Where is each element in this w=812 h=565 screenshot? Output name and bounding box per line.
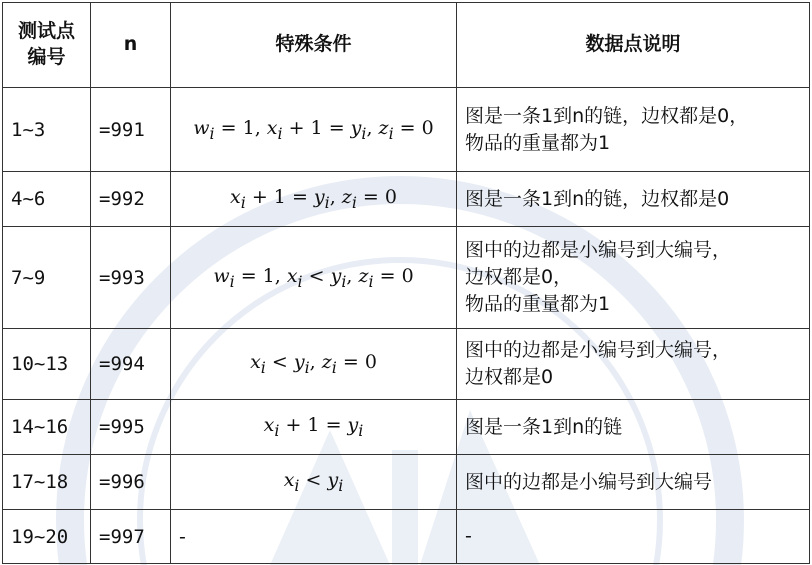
test-id: 14~16 — [3, 400, 91, 455]
test-id: 10~13 — [3, 329, 91, 400]
table-row — [3, 510, 810, 564]
description — [457, 227, 810, 329]
description-line: 图中的边都是小编号到大编号， — [465, 239, 732, 262]
description — [457, 329, 810, 400]
condition: $x_i < y_i$, $z_i = 0$ — [171, 329, 457, 400]
table-row — [3, 400, 810, 455]
test-id: 4~6 — [3, 172, 91, 227]
description-line: 边权都是0， — [465, 266, 573, 289]
description-line: 边权都是0 — [465, 366, 554, 388]
description — [457, 510, 810, 564]
header-test-id — [3, 3, 91, 88]
condition: $w_i = 1$, $x_i + 1 = y_i$, $z_i = 0$ — [171, 88, 457, 172]
table-row — [3, 227, 810, 329]
description — [457, 400, 810, 455]
condition: $x_i + 1 = y_i$, $z_i = 0$ — [171, 172, 457, 227]
description-line: 物品的重量都为1 — [465, 292, 611, 315]
description — [457, 172, 810, 227]
description — [457, 88, 810, 172]
header-row — [3, 3, 810, 88]
description-line: 图是一条1到n的链，边权都是0， — [465, 104, 749, 127]
n-value: =994 — [91, 329, 171, 400]
test-id: 1~3 — [3, 88, 91, 172]
description-line: 物品的重量都为1 — [465, 131, 611, 154]
test-id: 19~20 — [3, 510, 91, 564]
condition: $x_i + 1 = y_i$ — [171, 400, 457, 455]
condition: $w_i = 1$, $x_i < y_i$, $z_i = 0$ — [171, 227, 457, 329]
n-value: =995 — [91, 400, 171, 455]
header-n: n — [91, 3, 171, 88]
description-line: 图中的边都是小编号到大编号， — [465, 339, 732, 362]
test-id: 17~18 — [3, 455, 91, 510]
header-test-id-line2: 编号 — [27, 46, 66, 68]
description-line: - — [465, 525, 472, 548]
n-value: =996 — [91, 455, 171, 510]
table-row — [3, 455, 810, 510]
n-value: =991 — [91, 88, 171, 172]
description-line: 图是一条1到n的链，边权都是0 — [465, 187, 730, 210]
table-row — [3, 329, 810, 400]
table-row — [3, 172, 810, 227]
n-value: =992 — [91, 172, 171, 227]
header-condition: 特殊条件 — [171, 3, 457, 88]
description — [457, 455, 810, 510]
description-line: 图是一条1到n的链 — [465, 415, 623, 438]
n-value: =993 — [91, 227, 171, 329]
header-description: 数据点说明 — [457, 3, 810, 88]
condition: $x_i < y_i$ — [171, 455, 457, 510]
test-id: 7~9 — [3, 227, 91, 329]
header-test-id-line1: 测试点 — [17, 20, 75, 43]
description-line: 图中的边都是小编号到大编号 — [465, 470, 713, 493]
table-row — [3, 88, 810, 172]
condition: - — [171, 510, 457, 564]
n-value: =997 — [91, 510, 171, 564]
test-data-table — [2, 2, 810, 564]
